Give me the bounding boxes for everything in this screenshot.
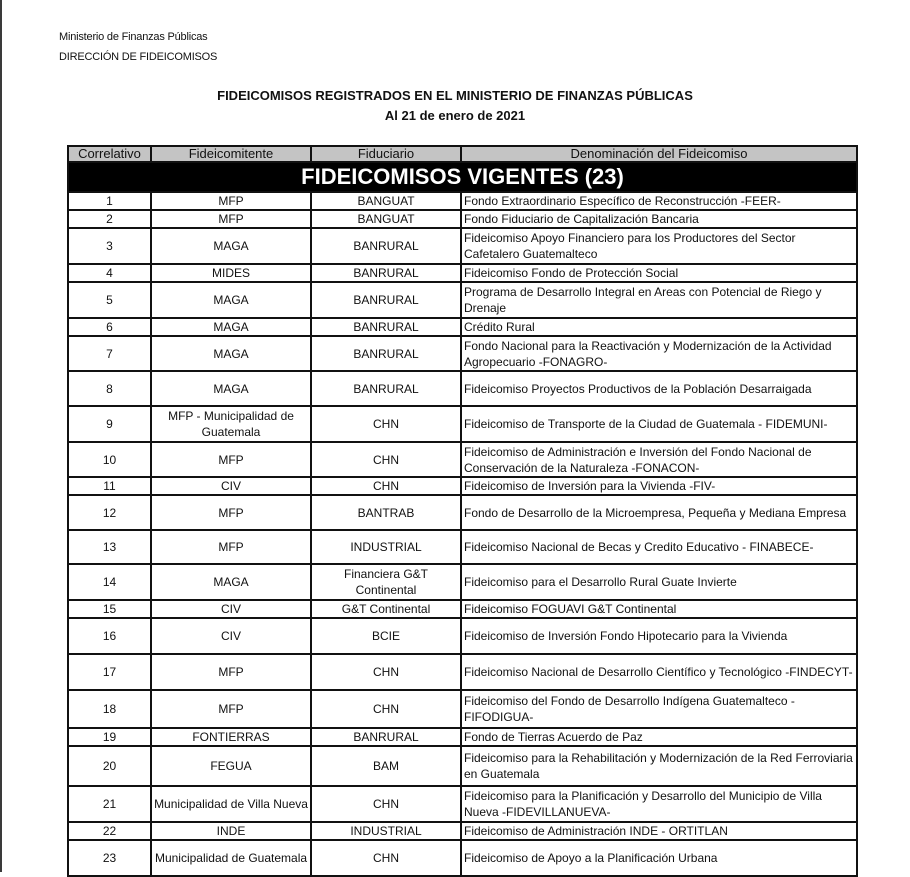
cell-fiduciario: BANRURAL <box>311 264 461 282</box>
cell-fideicomitente: MFP <box>151 210 311 228</box>
cell-fideicomitente: MAGA <box>151 336 311 371</box>
table-row <box>68 336 857 371</box>
cell-fideicomitente: MFP <box>151 690 311 728</box>
cell-denominacion: Fideicomiso para el Desarrollo Rural Guate Invierte <box>461 564 857 600</box>
cell-fiduciario: BCIE <box>311 618 461 654</box>
cell-correlativo: 4 <box>68 264 151 282</box>
table-row <box>68 840 857 876</box>
cell-correlativo: 8 <box>68 371 151 406</box>
table-row <box>68 406 857 442</box>
cell-denominacion: Fideicomiso FOGUAVI G&T Continental <box>461 600 857 618</box>
table-row <box>68 371 857 406</box>
cell-denominacion: Fideicomiso de Transporte de la Ciudad de Guatemala - FIDEMUNI- <box>461 406 857 442</box>
cell-denominacion: Crédito Rural <box>461 318 857 336</box>
cell-denominacion: Fondo Fiduciario de Capitalización Bancaria <box>461 210 857 228</box>
cell-fiduciario: Financiera G&T Continental <box>311 564 461 600</box>
cell-denominacion: Fideicomiso de Administración INDE - ORTITLAN <box>461 822 857 840</box>
document-date: Al 21 de enero de 2021 <box>384 108 526 123</box>
cell-correlativo: 1 <box>68 192 151 210</box>
cell-correlativo: 19 <box>68 728 151 746</box>
cell-denominacion: Fideicomiso Proyectos Productivos de la Población Desarraigada <box>461 371 857 406</box>
cell-denominacion: Fideicomiso Apoyo Financiero para los Productores del Sector Cafetalero Guatemalteco <box>461 228 857 264</box>
cell-correlativo: 10 <box>68 442 151 477</box>
table-row <box>68 728 857 746</box>
cell-fideicomitente: CIV <box>151 600 311 618</box>
cell-fiduciario: BANRURAL <box>311 228 461 264</box>
table-row <box>68 530 857 564</box>
cell-denominacion: Fideicomiso para la Planificación y Desarrollo del Municipio de Villa Nueva -FIDEVILLANUEVA- <box>461 786 857 822</box>
cell-correlativo: 16 <box>68 618 151 654</box>
cell-fideicomitente: MFP <box>151 192 311 210</box>
table-row <box>68 477 857 495</box>
cell-fiduciario: BAM <box>311 746 461 786</box>
cell-fideicomitente: MFP - Municipalidad de Guatemala <box>151 406 311 442</box>
table-row <box>68 600 857 618</box>
cell-correlativo: 15 <box>68 600 151 618</box>
cell-fiduciario: CHN <box>311 786 461 822</box>
cell-denominacion: Fideicomiso de Inversión para la Vivienda -FIV- <box>461 477 857 495</box>
table-row <box>68 618 857 654</box>
page-edge <box>0 0 2 872</box>
cell-fideicomitente: INDE <box>151 822 311 840</box>
table-row <box>68 192 857 210</box>
cell-fideicomitente: MFP <box>151 530 311 564</box>
cell-fideicomitente: MIDES <box>151 264 311 282</box>
cell-denominacion: Fideicomiso del Fondo de Desarrollo Indígena Guatemalteco -FIFODIGUA- <box>461 690 857 728</box>
cell-fiduciario: CHN <box>311 840 461 876</box>
cell-fideicomitente: MFP <box>151 442 311 477</box>
organization-name: Ministerio de Finanzas Públicas <box>59 31 208 43</box>
cell-correlativo: 13 <box>68 530 151 564</box>
table-row <box>68 318 857 336</box>
table-row <box>68 442 857 477</box>
cell-correlativo: 11 <box>68 477 151 495</box>
cell-denominacion: Fondo Extraordinario Específico de Reconstrucción -FEER- <box>461 192 857 210</box>
cell-fiduciario: CHN <box>311 406 461 442</box>
cell-correlativo: 2 <box>68 210 151 228</box>
cell-correlativo: 17 <box>68 654 151 690</box>
cell-correlativo: 6 <box>68 318 151 336</box>
cell-fideicomitente: MFP <box>151 495 311 530</box>
cell-denominacion: Fideicomiso para la Rehabilitación y Modernización de la Red Ferroviaria en Guatemala <box>461 746 857 786</box>
cell-fiduciario: G&T Continental <box>311 600 461 618</box>
document-title: FIDEICOMISOS REGISTRADOS EN EL MINISTERIO DE FINANZAS PÚBLICAS <box>217 88 693 103</box>
cell-denominacion: Fideicomiso Nacional de Becas y Credito Educativo - FINABECE- <box>461 530 857 564</box>
cell-correlativo: 7 <box>68 336 151 371</box>
cell-denominacion: Fideicomiso de Inversión Fondo Hipotecario para la Vivienda <box>461 618 857 654</box>
column-header-fideicomitente: Fideicomitente <box>151 146 311 162</box>
cell-fiduciario: BANGUAT <box>311 192 461 210</box>
cell-fideicomitente: MAGA <box>151 282 311 318</box>
section-title-row <box>68 162 857 192</box>
department-name: DIRECCIÓN DE FIDEICOMISOS <box>59 51 218 63</box>
cell-fideicomitente: FONTIERRAS <box>151 728 311 746</box>
cell-correlativo: 21 <box>68 786 151 822</box>
trusts-table <box>67 145 858 877</box>
cell-fiduciario: BANGUAT <box>311 210 461 228</box>
column-header-fiduciario: Fiduciario <box>311 146 461 162</box>
column-header-correlativo: Correlativo <box>68 146 151 162</box>
cell-fideicomitente: Municipalidad de Guatemala <box>151 840 311 876</box>
table-row <box>68 228 857 264</box>
cell-denominacion: Fondo Nacional para la Reactivación y Modernización de la Actividad Agropecuario -FONAGRO- <box>461 336 857 371</box>
cell-correlativo: 5 <box>68 282 151 318</box>
cell-correlativo: 18 <box>68 690 151 728</box>
cell-fiduciario: CHN <box>311 477 461 495</box>
cell-fideicomitente: CIV <box>151 477 311 495</box>
cell-correlativo: 22 <box>68 822 151 840</box>
cell-fiduciario: INDUSTRIAL <box>311 530 461 564</box>
cell-fideicomitente: MAGA <box>151 371 311 406</box>
cell-fideicomitente: CIV <box>151 618 311 654</box>
table-row <box>68 654 857 690</box>
table-row <box>68 564 857 600</box>
cell-fiduciario: BANRURAL <box>311 318 461 336</box>
table-row <box>68 495 857 530</box>
table-header-row <box>68 146 857 162</box>
cell-fiduciario: CHN <box>311 690 461 728</box>
cell-fideicomitente: FEGUA <box>151 746 311 786</box>
cell-denominacion: Fideicomiso de Administración e Inversión del Fondo Nacional de Conservación de la Naturaleza -FONACON- <box>461 442 857 477</box>
cell-denominacion: Programa de Desarrollo Integral en Areas con Potencial de Riego y Drenaje <box>461 282 857 318</box>
cell-fideicomitente: Municipalidad de Villa Nueva <box>151 786 311 822</box>
cell-denominacion: Fideicomiso Nacional de Desarrollo Científico y Tecnológico -FINDECYT- <box>461 654 857 690</box>
cell-denominacion: Fideicomiso Fondo de Protección Social <box>461 264 857 282</box>
cell-denominacion: Fideicomiso de Apoyo a la Planificación Urbana <box>461 840 857 876</box>
column-header-denominacion: Denominación del Fideicomiso <box>461 146 857 162</box>
cell-fiduciario: CHN <box>311 654 461 690</box>
cell-fiduciario: CHN <box>311 442 461 477</box>
cell-correlativo: 12 <box>68 495 151 530</box>
cell-fiduciario: BANRURAL <box>311 728 461 746</box>
cell-fiduciario: BANTRAB <box>311 495 461 530</box>
section-title: FIDEICOMISOS VIGENTES (23) <box>68 162 857 192</box>
cell-correlativo: 14 <box>68 564 151 600</box>
cell-denominacion: Fondo de Tierras Acuerdo de Paz <box>461 728 857 746</box>
table-row <box>68 822 857 840</box>
cell-correlativo: 3 <box>68 228 151 264</box>
cell-fiduciario: INDUSTRIAL <box>311 822 461 840</box>
table-row <box>68 746 857 786</box>
cell-fideicomitente: MAGA <box>151 318 311 336</box>
table-row <box>68 282 857 318</box>
table-row <box>68 786 857 822</box>
cell-correlativo: 23 <box>68 840 151 876</box>
cell-correlativo: 9 <box>68 406 151 442</box>
table-row <box>68 264 857 282</box>
cell-correlativo: 20 <box>68 746 151 786</box>
cell-fideicomitente: MAGA <box>151 228 311 264</box>
cell-fiduciario: BANRURAL <box>311 371 461 406</box>
cell-fideicomitente: MFP <box>151 654 311 690</box>
cell-fiduciario: BANRURAL <box>311 336 461 371</box>
cell-denominacion: Fondo de Desarrollo de la Microempresa, Pequeña y Mediana Empresa <box>461 495 857 530</box>
cell-fideicomitente: MAGA <box>151 564 311 600</box>
table-row <box>68 210 857 228</box>
table-row <box>68 690 857 728</box>
cell-fiduciario: BANRURAL <box>311 282 461 318</box>
